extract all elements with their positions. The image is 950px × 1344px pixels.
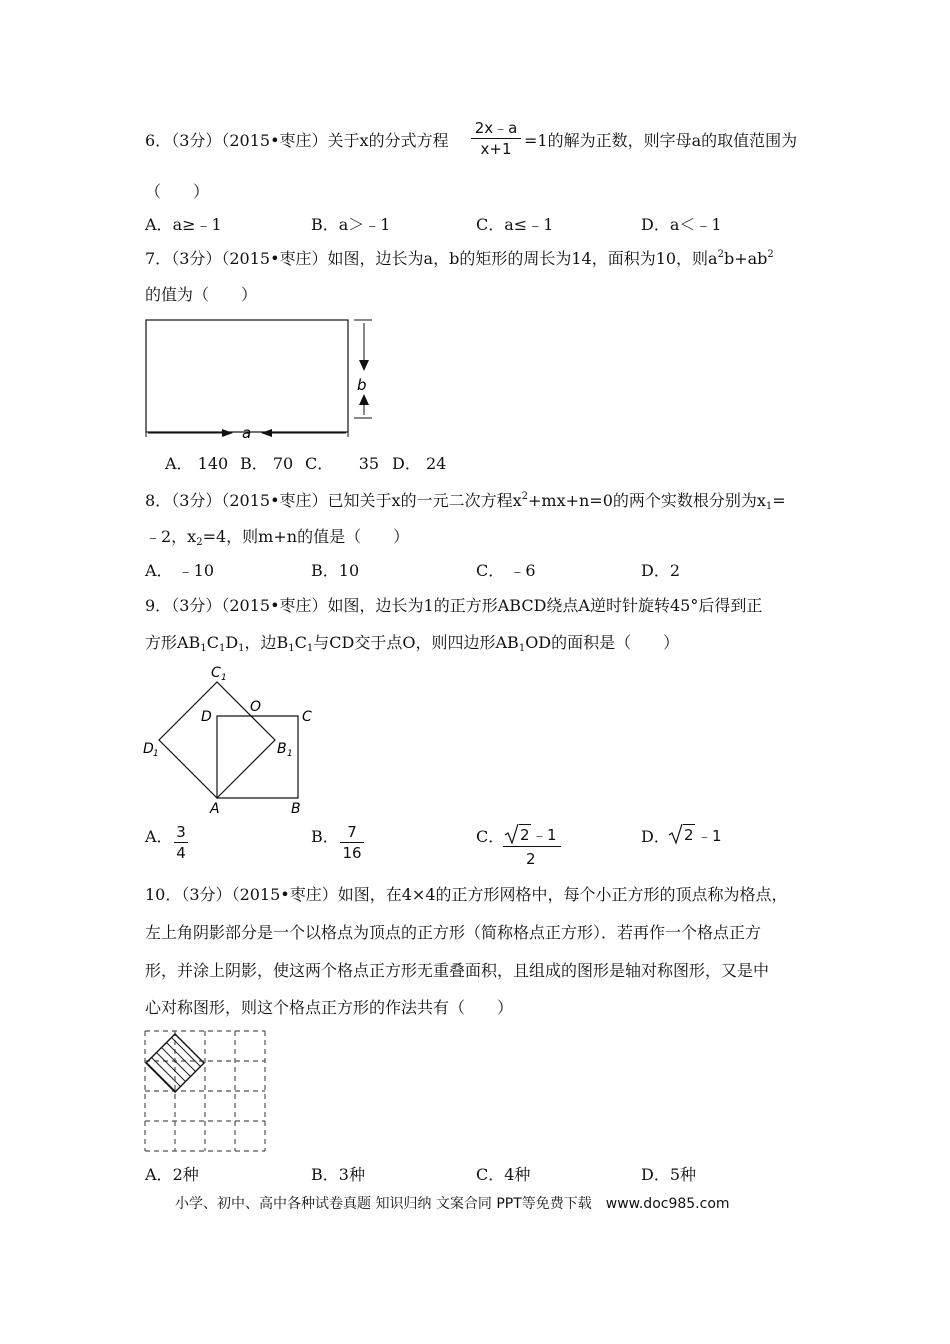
q8-line2-a: ﹣2，x	[145, 527, 197, 546]
q8-option-d-text: 2	[669, 561, 681, 580]
q8-option-b-letter: B．	[311, 561, 339, 580]
q8-stem-a: 已知关于x的一元二次方程x	[327, 491, 522, 510]
q10-grid-figure	[140, 1026, 270, 1156]
q9-sub-3: 1	[238, 643, 245, 654]
q8-stem-line2	[145, 527, 409, 547]
q7-stem-b: b+ab	[723, 249, 768, 268]
q8-option-a-text: ﹣10	[177, 561, 215, 580]
q9-score: （3分）	[171, 596, 222, 615]
q9-option-c-rad: 2	[520, 826, 530, 844]
q9-stem-a: 如图，边长为1的正方形ABCD绕点A逆时针旋转45°后得到正	[327, 596, 763, 615]
q8-option-c-text: ﹣6	[509, 561, 536, 580]
q7-option-d-text: 24	[425, 454, 447, 473]
q8-sub1: 1	[765, 501, 773, 512]
q10-option-c[interactable]	[476, 1165, 530, 1185]
q8-option-b-text: 10	[338, 561, 360, 580]
q9-label-c1-sub: 1	[221, 673, 227, 683]
q9-line2-a: 方形AB	[145, 633, 201, 652]
q8-option-d-letter: D．	[641, 561, 670, 580]
q6-option-c-letter: C．	[476, 215, 505, 234]
q9-sub-6: 1	[518, 643, 526, 654]
q9-option-b-den: 16	[342, 844, 362, 862]
q7-stem	[145, 249, 774, 269]
q10-option-b[interactable]	[311, 1165, 365, 1185]
q8-stem-b: +mx+n=0的两个实数根分别为x	[527, 491, 766, 510]
q8-option-d[interactable]	[641, 561, 680, 581]
q9-number: 9．	[145, 596, 172, 615]
q8-sup1: 2	[521, 491, 528, 502]
q9-line2-c: D	[225, 633, 239, 652]
q8-score: （3分）	[171, 491, 222, 510]
q9-line2-f: 与CD交于点O，则四边形AB	[313, 633, 519, 652]
q8-stem	[145, 491, 786, 511]
q9-label-d: D	[201, 709, 212, 725]
q10-stem-1-text: 如图，在4×4的正方形网格中，每个小正方形的顶点称为格点，	[337, 885, 788, 904]
q9-option-c-rest: ﹣1	[532, 826, 557, 844]
q8-option-b[interactable]	[311, 561, 359, 581]
q7-option-d-letter: D．	[392, 454, 421, 473]
q10-option-d[interactable]	[641, 1165, 696, 1185]
q6-fraction	[470, 118, 522, 159]
page-footer: 小学、初中、高中各种试卷真题 知识归纳 文案合同 PPT等免费下载 www.doc985.com	[175, 1196, 730, 1212]
q6-number: 6．	[145, 131, 172, 150]
q6-frac-num: 2x﹣a	[474, 119, 518, 137]
q9-option-c-den: 2	[526, 850, 536, 868]
q9-line2-e: C	[294, 633, 307, 652]
q9-stem-line2	[145, 633, 679, 653]
q9-sub-1: 1	[200, 643, 207, 654]
q8-stem-c: =	[772, 491, 786, 510]
q7-source: （2015•枣庄）	[221, 249, 328, 268]
q10-option-c-text: 4种	[504, 1165, 531, 1184]
q9-sub-5: 1	[306, 643, 314, 654]
q8-option-a-letter: A．	[145, 561, 173, 580]
q7-option-c[interactable]	[305, 454, 379, 474]
q9-label-d1-sub: 1	[153, 749, 159, 759]
q7-option-a-text: 140	[197, 454, 229, 473]
q9-label-b: B	[291, 801, 301, 817]
q6-option-c[interactable]	[476, 215, 553, 235]
q10-stem-4: 心对称图形，则这个格点正方形的作法共有（ ）	[145, 998, 514, 1017]
q10-option-d-letter: D．	[641, 1165, 670, 1184]
q8-option-c-letter: C．	[476, 561, 505, 580]
q10-option-d-text: 5种	[669, 1165, 697, 1184]
q7-option-b-text: 70	[272, 454, 294, 473]
q8-number: 8．	[145, 491, 172, 510]
q9-label-b1-sub: 1	[287, 749, 293, 759]
q7-option-b[interactable]	[240, 454, 293, 474]
q10-source: （2015•枣庄）	[231, 885, 338, 904]
q6-option-b-letter: B．	[311, 215, 339, 234]
q7-sup2: 2	[767, 249, 774, 260]
q8-option-c[interactable]	[476, 561, 536, 581]
q7-b-arrowhead-up	[359, 394, 369, 405]
q9-option-d-rest: ﹣1	[697, 827, 722, 845]
q7-option-a[interactable]	[165, 454, 228, 474]
q6-option-a-letter: A．	[145, 215, 173, 234]
q7-option-d[interactable]	[392, 454, 446, 474]
q9-label-b1: B	[277, 741, 287, 757]
q7-sup1: 2	[717, 249, 724, 260]
q9-option-b-num: 7	[347, 823, 357, 841]
q6-option-c-text: a≤﹣1	[504, 215, 554, 234]
q7-a-arrowhead-right	[222, 429, 233, 437]
q9-label-d1: D	[143, 741, 154, 757]
q7-option-a-letter: A．	[165, 454, 193, 473]
q10-option-b-text: 3种	[338, 1165, 365, 1184]
q9-line2-g: OD的面积是（ ）	[525, 633, 680, 652]
q6-option-a[interactable]	[145, 215, 222, 235]
q6-score: （3分）	[171, 131, 222, 150]
q6-option-d-letter: D．	[641, 215, 670, 234]
q9-rotated-square-figure	[140, 660, 340, 820]
q9-option-b-fraction[interactable]	[339, 822, 365, 863]
q9-sub-4: 1	[288, 643, 295, 654]
q10-stem-3: 形，并涂上阴影，使这两个格点正方形无重叠面积，且组成的图形是轴对称图形，又是中	[145, 961, 770, 980]
q10-option-b-letter: B．	[311, 1165, 339, 1184]
q10-option-a[interactable]	[145, 1165, 199, 1185]
q9-label-c: C	[302, 709, 312, 725]
q9-source: （2015•枣庄）	[221, 596, 328, 615]
q6-option-a-text: a≥﹣1	[172, 215, 222, 234]
q6-stem	[145, 131, 449, 151]
q9-option-d-rad-num	[683, 824, 695, 845]
q8-line2-b: =4，则m+n的值是（ ）	[202, 527, 410, 546]
q9-option-a-den: 4	[176, 844, 186, 862]
q6-option-d-text: a＜﹣1	[669, 215, 722, 234]
q7-score: （3分）	[171, 249, 222, 268]
q9-option-c-bar	[503, 846, 561, 847]
q7-stem-a: 如图，边长为a，b的矩形的周长为14，面积为10，则a	[327, 249, 718, 268]
q9-line2-b: C	[206, 633, 219, 652]
q9-option-b-letter[interactable]: B．	[311, 827, 339, 846]
q9-option-c-radical-sign	[505, 824, 518, 843]
q10-stem-1	[145, 885, 788, 905]
q6-stem-b-text: =1的解为正数，则字母a的取值范围为	[524, 131, 798, 150]
q10-score: （3分）	[181, 885, 232, 904]
q7-label-a: a	[242, 424, 252, 440]
q6-source: （2015•枣庄）	[221, 131, 328, 150]
q9-option-c-letter[interactable]: C．	[476, 827, 505, 846]
q9-option-d-letter[interactable]: D．	[641, 827, 670, 846]
q10-option-a-letter: A．	[145, 1165, 173, 1184]
q10-stem-2: 左上角阴影部分是一个以格点为顶点的正方形（简称格点正方形）．若再作一个格点正方	[145, 923, 762, 942]
q9-option-a-fraction[interactable]	[173, 822, 189, 863]
q7-stem-c: 的值为（ ）	[145, 285, 258, 304]
q7-a-arrowhead-left	[261, 429, 272, 437]
q7-number: 7．	[145, 249, 172, 268]
q7-label-b: b	[357, 376, 367, 394]
q10-option-c-letter: C．	[476, 1165, 505, 1184]
q8-source: （2015•枣庄）	[221, 491, 328, 510]
q7-b-arrowhead-down	[359, 360, 369, 371]
q8-option-a[interactable]	[145, 561, 214, 581]
q8-sub2: 2	[196, 537, 203, 548]
q6-option-d[interactable]	[641, 215, 722, 235]
q9-label-o: O	[250, 699, 262, 715]
q10-shaded-square-hatch	[140, 1026, 228, 1100]
q7-rectangle-figure	[140, 315, 380, 440]
q9-option-c-radical	[504, 823, 520, 845]
q9-option-d-radical	[668, 823, 684, 845]
q6-option-b[interactable]	[311, 215, 391, 235]
q9-label-a: A	[210, 801, 220, 817]
q6-paren: （ ）	[145, 182, 210, 201]
q10-number: 10．	[145, 885, 182, 904]
q6-option-b-text: a＞﹣1	[338, 215, 391, 234]
q6-stem-a: 关于x的分式方程	[327, 131, 449, 150]
q10-option-a-text: 2种	[172, 1165, 199, 1184]
q9-option-a-letter[interactable]: A．	[145, 827, 173, 846]
q9-line2-d: ，边B	[244, 633, 289, 652]
q7-option-c-letter: C．	[305, 454, 334, 473]
q9-label-c1: C	[211, 665, 221, 681]
q9-stem	[145, 596, 762, 616]
q7-rectangle	[146, 320, 348, 432]
q7-option-c-text: 35	[358, 454, 380, 473]
q7-option-b-letter: B．	[240, 454, 268, 473]
q9-option-c-rad-num	[519, 824, 531, 845]
q6-frac-den: x+1	[480, 140, 512, 158]
q9-option-a-num: 3	[176, 823, 186, 841]
q9-option-d-radical-sign	[669, 824, 682, 843]
q9-option-d-rad: 2	[684, 826, 694, 844]
q6-stem-b	[524, 131, 797, 151]
q9-sub-2: 1	[218, 643, 226, 654]
